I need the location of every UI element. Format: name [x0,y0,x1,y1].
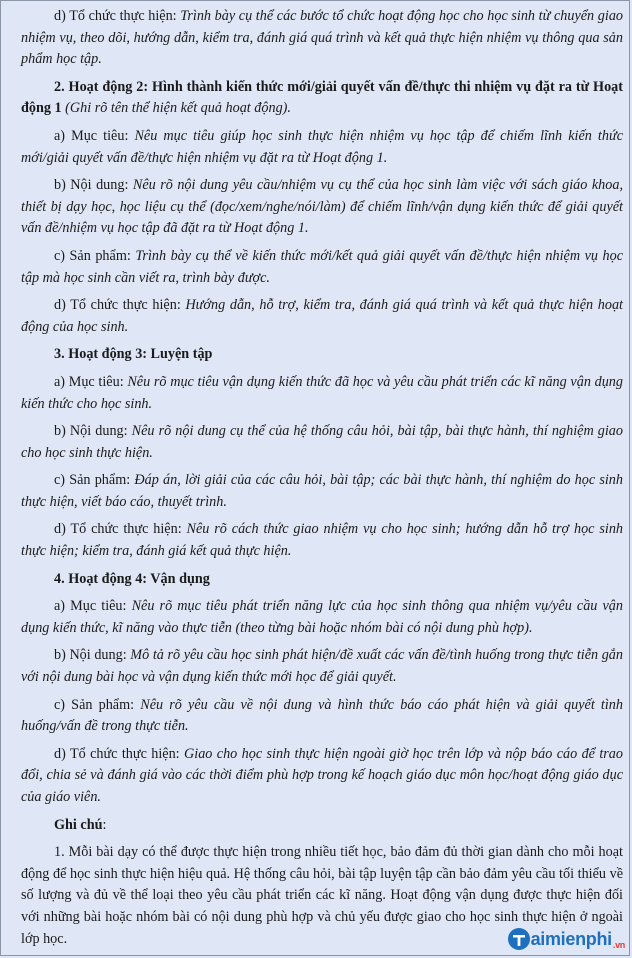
paragraph-c4: c) Sản phẩm: Nêu rõ yêu cầu về nội dung và hình thức báo cáo phát hiện và giải quyết tình huống/vấn đề trong thực tiễn. [21,696,623,735]
watermark-text: aimienphi.vn [530,928,625,950]
paragraph-d1: d) Tổ chức thực hiện: Trình bày cụ thể các bước tổ chức hoạt động học cho học sinh từ chuyển giao nhiệm vụ, theo dõi, hướng dẫn, kiểm tra, đánh giá quá trình và kết quả thực hiện nhiệm vụ thông qua sản phẩm học tập. [21,8,624,68]
heading-activity-2: 2. Hoạt động 2: Hình thành kiến thức mới/giải quyết vấn đề/thực thi nhiệm vụ đặt ra từ Hoạt động 1 (Ghi rõ tên thể hiện kết quả hoạt động). [21,78,623,117]
paragraph-c3: c) Sản phẩm: Đáp án, lời giải của các câu hỏi, bài tập; các bài thực hành, thí nghiệm do học sinh thực hiện, viết báo cáo, thuyết trình. [21,472,623,510]
paragraph-c2: c) Sản phẩm: Trình bày cụ thể về kiến thức mới/kết quả giải quyết vấn đề/thực hiện nhiệm vụ học tập mà học sinh cần viết ra, trình bày được. [21,247,623,286]
heading-activity-4: 4. Hoạt động 4: Vận dụng [54,570,210,587]
paragraph-a3: a) Mục tiêu: Nêu rõ mục tiêu vận dụng kiến thức đã học và yêu cầu phát triển các kĩ năng vận dụng kiến thức cho học sinh. [21,373,623,412]
taimienphi-logo-icon [507,927,531,951]
note-heading: Ghi chú: [54,816,107,833]
paragraph-a4: a) Mục tiêu: Nêu rõ mục tiêu phát triển năng lực của học sinh thông qua nhiệm vụ/yêu cầu vận dụng kiến thức, kĩ năng vào thực tiễn (theo từng bài hoặc nhóm bài có nội dung phù hợp). [21,598,623,636]
paragraph-b3: b) Nội dung: Nêu rõ nội dung cụ thể của hệ thống câu hỏi, bài tập, bài thực hành, thí nghiệm giao cho học sinh thực hiện. [21,423,623,461]
paragraph-d3: d) Tổ chức thực hiện: Nêu rõ cách thức giao nhiệm vụ cho học sinh; hướng dẫn hỗ trợ học sinh thực hiện; kiểm tra, đánh giá kết quả thực hiện. [21,521,624,560]
paragraph-d4: d) Tổ chức thực hiện: Giao cho học sinh thực hiện ngoài giờ học trên lớp và nộp báo cáo để trao đổi, chia sẻ và đánh giá vào các thời điểm phù hợp trong kế hoạch giáo dục môn học/hoạt động giáo dục của giáo viên. [21,745,623,805]
paragraph-b4: b) Nội dung: Mô tả rõ yêu cầu học sinh phát hiện/đề xuất các vấn đề/tình huống trong thực tiễn gắn với nội dung bài học và vận dụng kiến thức mới học để giải quyết. [21,647,623,686]
note-paragraph-1: 1. Mỗi bài dạy có thể được thực hiện trong nhiều tiết học, bảo đảm đủ thời gian dành cho mỗi hoạt động để học sinh thực hiện hiệu quả. Hệ thống câu hỏi, bài tập luyện tập cần bảo đảm yêu cầu tối thiểu về số lượng và đủ về thể loại theo yêu cầu phát triển các kĩ năng. Hoạt động vận dụng được thực hiện đối với những bài hoặc nhóm bài có nội dung phù hợp và chủ yếu được giao cho học sinh thực hiện ở ngoài lớp học. [21,844,623,947]
paragraph-a2: a) Mục tiêu: Nêu mục tiêu giúp học sinh thực hiện nhiệm vụ học tập để chiếm lĩnh kiến thức mới/giải quyết vấn đề/thực hiện nhiệm vụ đặt ra từ Hoạt động 1. [21,127,623,166]
paragraph-d2: d) Tổ chức thực hiện: Hướng dẫn, hỗ trợ, kiểm tra, đánh giá quá trình và kết quả thực hiện hoạt động của học sinh. [21,297,623,335]
watermark-logo [503,927,627,951]
paragraph-b2: b) Nội dung: Nêu rõ nội dung yêu cầu/nhiệm vụ cụ thể của học sinh làm việc với sách giáo khoa, thiết bị dạy học, học liệu cụ thể (đọc/xem/nghe/nói/làm) để chiếm lĩnh/vận dụng kiến thức để giải quyết vấn đề/nhiệm vụ học tập đã đặt ra từ Hoạt động 1. [21,177,623,237]
heading-activity-3: 3. Hoạt động 3: Luyện tập [54,346,213,363]
